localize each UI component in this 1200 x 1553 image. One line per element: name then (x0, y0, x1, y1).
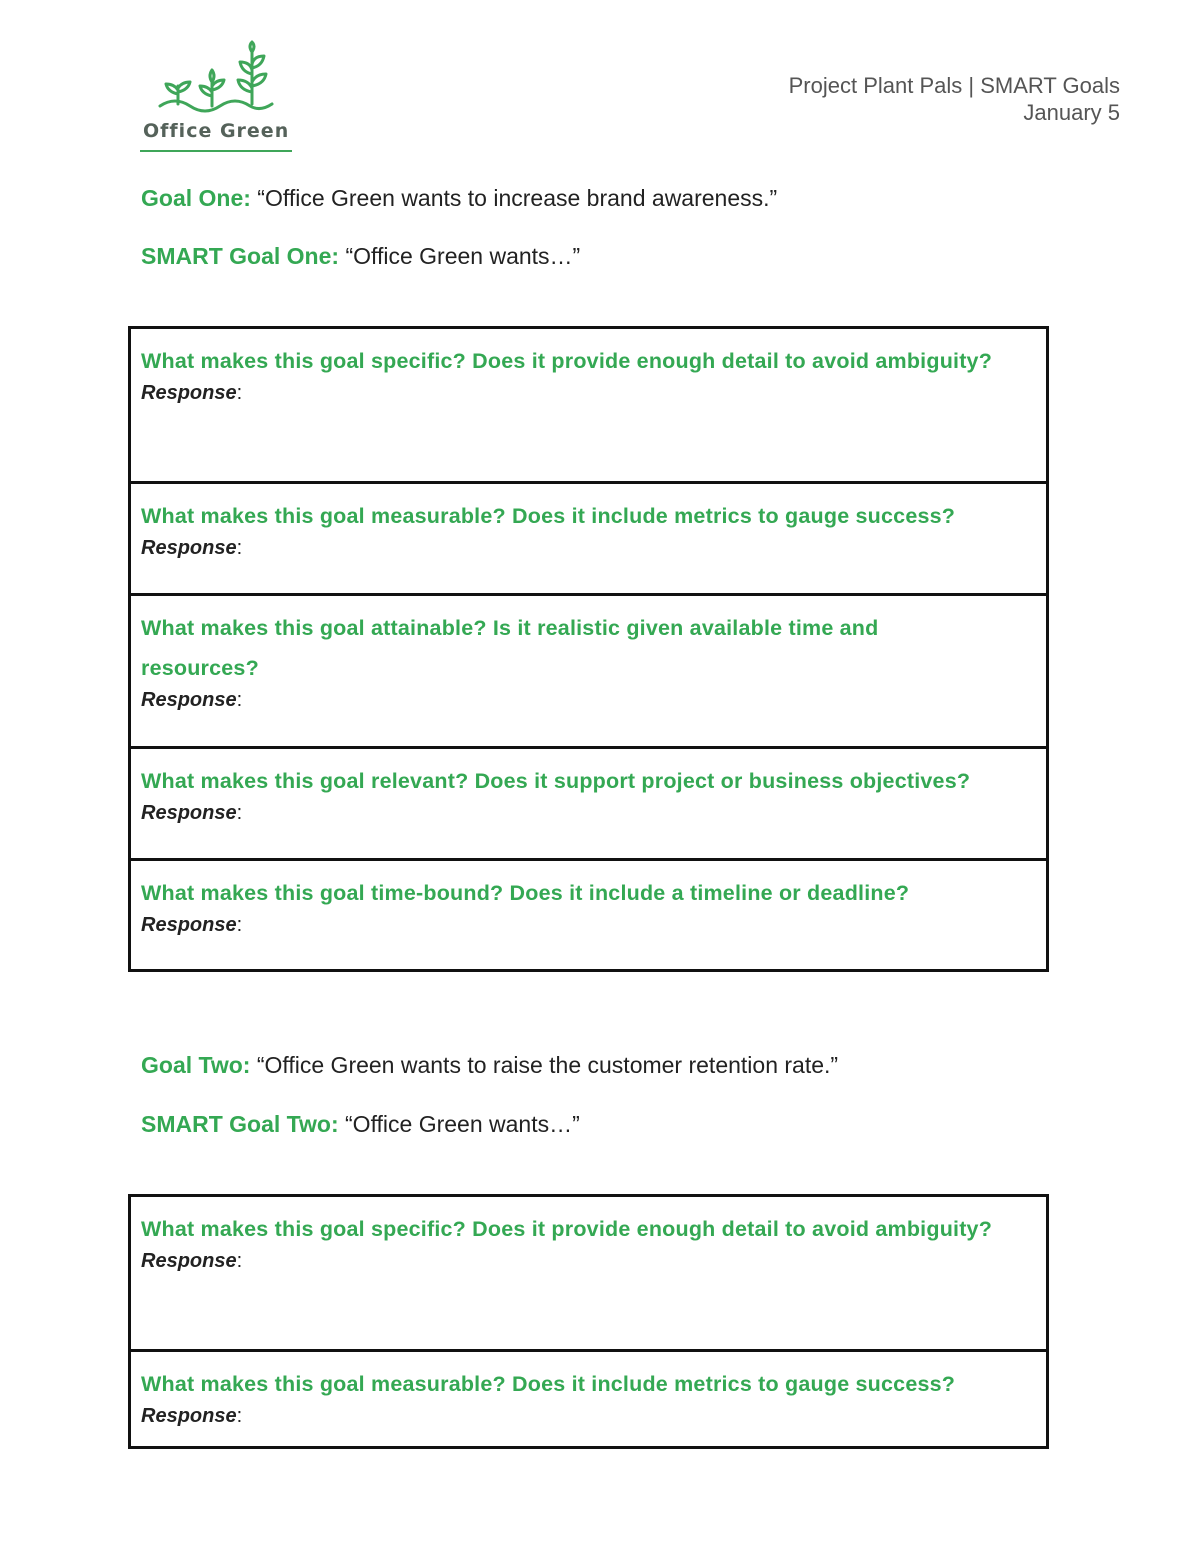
document-header (789, 72, 1120, 126)
question-attainable: What makes this goal attainable? Is it realistic given available time and resources? (141, 616, 879, 680)
response-field[interactable]: Response: (141, 689, 243, 711)
goal-two-label: Goal Two: (141, 1052, 251, 1078)
logo-underline (140, 150, 292, 152)
document-title: Project Plant Pals | SMART Goals (788, 73, 1120, 98)
question-specific: What makes this goal specific? Does it provide enough detail to avoid ambiguity? (141, 349, 993, 373)
table-row-specific (131, 1197, 1046, 1349)
goal-two-statement (141, 1052, 838, 1079)
smart-goal-two-text: “Office Green wants…” (338, 1111, 580, 1137)
office-green-logo (140, 40, 295, 152)
response-field[interactable]: Response: (141, 1405, 243, 1427)
question-relevant: What makes this goal relevant? Does it support project or business objectives? (141, 769, 971, 793)
question-time-bound: What makes this goal time-bound? Does it include a timeline or deadline? (141, 881, 910, 905)
table-row-measurable (131, 481, 1046, 593)
smart-goal-one-label: SMART Goal One: (141, 243, 340, 269)
table-row-specific (131, 329, 1046, 481)
table-row-measurable (131, 1349, 1046, 1446)
goal-one-text: “Office Green wants to increase brand awareness.” (250, 185, 778, 211)
question-specific: What makes this goal specific? Does it provide enough detail to avoid ambiguity? (141, 1217, 993, 1241)
smart-goal-two-label: SMART Goal Two: (141, 1111, 339, 1137)
response-field[interactable]: Response: (141, 1250, 243, 1272)
table-row-relevant (131, 746, 1046, 858)
response-field[interactable]: Response: (141, 537, 243, 559)
goal-one-smart-table (128, 326, 1049, 972)
goal-one-label: Goal One: (141, 185, 251, 211)
response-field[interactable]: Response: (141, 914, 243, 936)
smart-goal-one-text: “Office Green wants…” (339, 243, 581, 269)
response-field[interactable]: Response: (141, 382, 243, 404)
table-row-time-bound (131, 858, 1046, 969)
plant-sprouts-icon (140, 40, 280, 118)
smart-goal-one-statement (141, 243, 580, 270)
question-measurable: What makes this goal measurable? Does it include metrics to gauge success? (141, 504, 956, 528)
smart-goal-two-statement (141, 1111, 580, 1138)
question-measurable: What makes this goal measurable? Does it include metrics to gauge success? (141, 1372, 956, 1396)
table-row-attainable (131, 593, 1046, 746)
goal-two-smart-table (128, 1194, 1049, 1449)
document-date: January 5 (1023, 100, 1120, 125)
logo-text: Office Green (143, 120, 290, 142)
response-field[interactable]: Response: (141, 802, 243, 824)
goal-two-text: “Office Green wants to raise the customer retention rate.” (250, 1052, 839, 1078)
goal-one-statement (141, 185, 777, 212)
